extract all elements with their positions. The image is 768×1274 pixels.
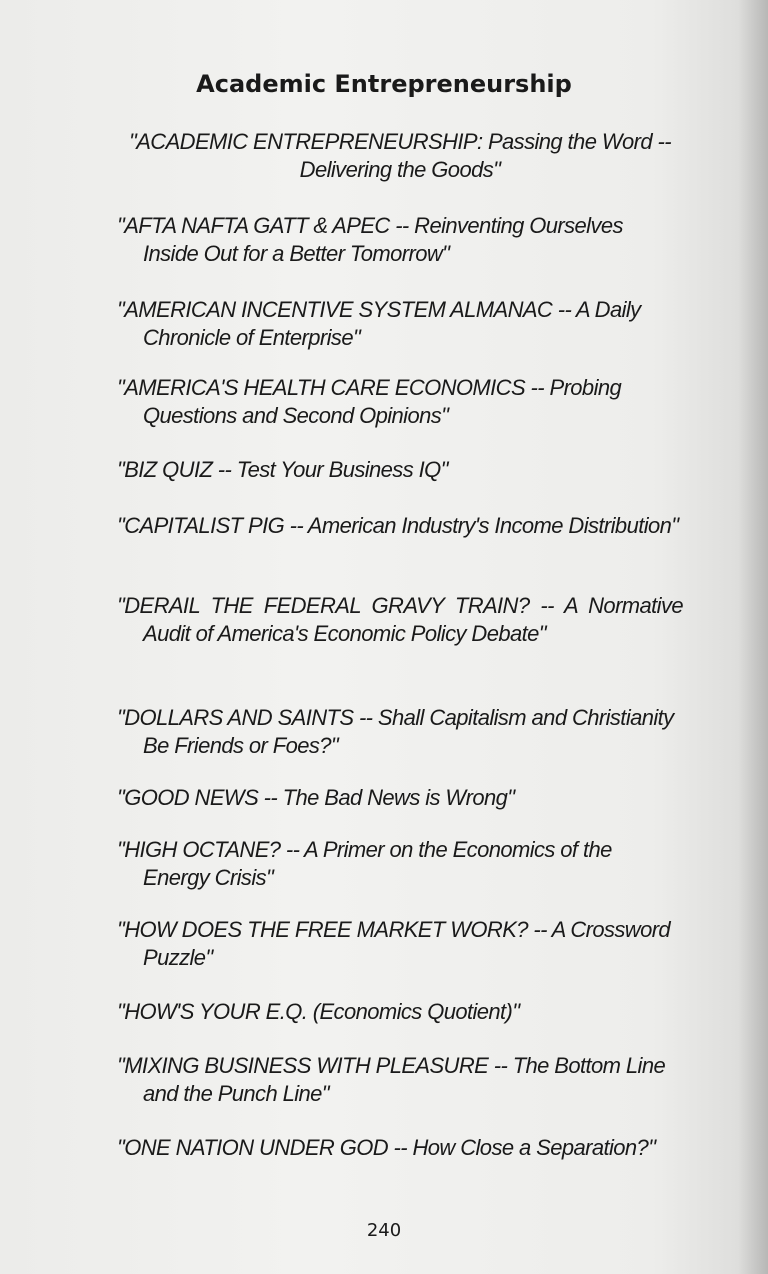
list-item: "ONE NATION UNDER GOD -- How Close a Separation?" [117, 1135, 656, 1160]
list-item: "HIGH OCTANE? -- A Primer on the Economics of the Energy Crisis" [117, 837, 612, 890]
list-item: "HOW DOES THE FREE MARKET WORK? -- A Crossword Puzzle" [117, 917, 671, 970]
list-item: "CAPITALIST PIG -- American Industry's Income Distribution" [117, 513, 679, 538]
list-item: "MIXING BUSINESS WITH PLEASURE -- The Bottom Line and the Punch Line" [117, 1053, 666, 1106]
list-item: "DERAIL THE FEDERAL GRAVY TRAIN? -- A Normative Audit of America's Economic Policy Debate" [117, 593, 683, 646]
list-item: "HOW'S YOUR E.Q. (Economics Quotient)" [117, 999, 520, 1024]
list-item: "ACADEMIC ENTREPRENEURSHIP: Passing the Word -- Delivering the Goods" [129, 129, 671, 182]
list-item: "AMERICA'S HEALTH CARE ECONOMICS -- Probing Questions and Second Opinions" [117, 375, 622, 428]
list-item: "GOOD NEWS -- The Bad News is Wrong" [117, 785, 515, 810]
list-item: "AFTA NAFTA GATT & APEC -- Reinventing Ourselves Inside Out for a Better Tomorrow" [117, 213, 623, 266]
page-edge-shadow [738, 0, 768, 1274]
list-item: "DOLLARS AND SAINTS -- Shall Capitalism and Christianity Be Friends or Foes?" [117, 705, 674, 758]
page-heading: Academic Entrepreneurship [196, 70, 572, 98]
list-item: "BIZ QUIZ -- Test Your Business IQ" [117, 457, 448, 482]
list-item: "AMERICAN INCENTIVE SYSTEM ALMANAC -- A Daily Chronicle of Enterprise" [117, 297, 641, 350]
page-number: 240 [366, 1220, 402, 1241]
